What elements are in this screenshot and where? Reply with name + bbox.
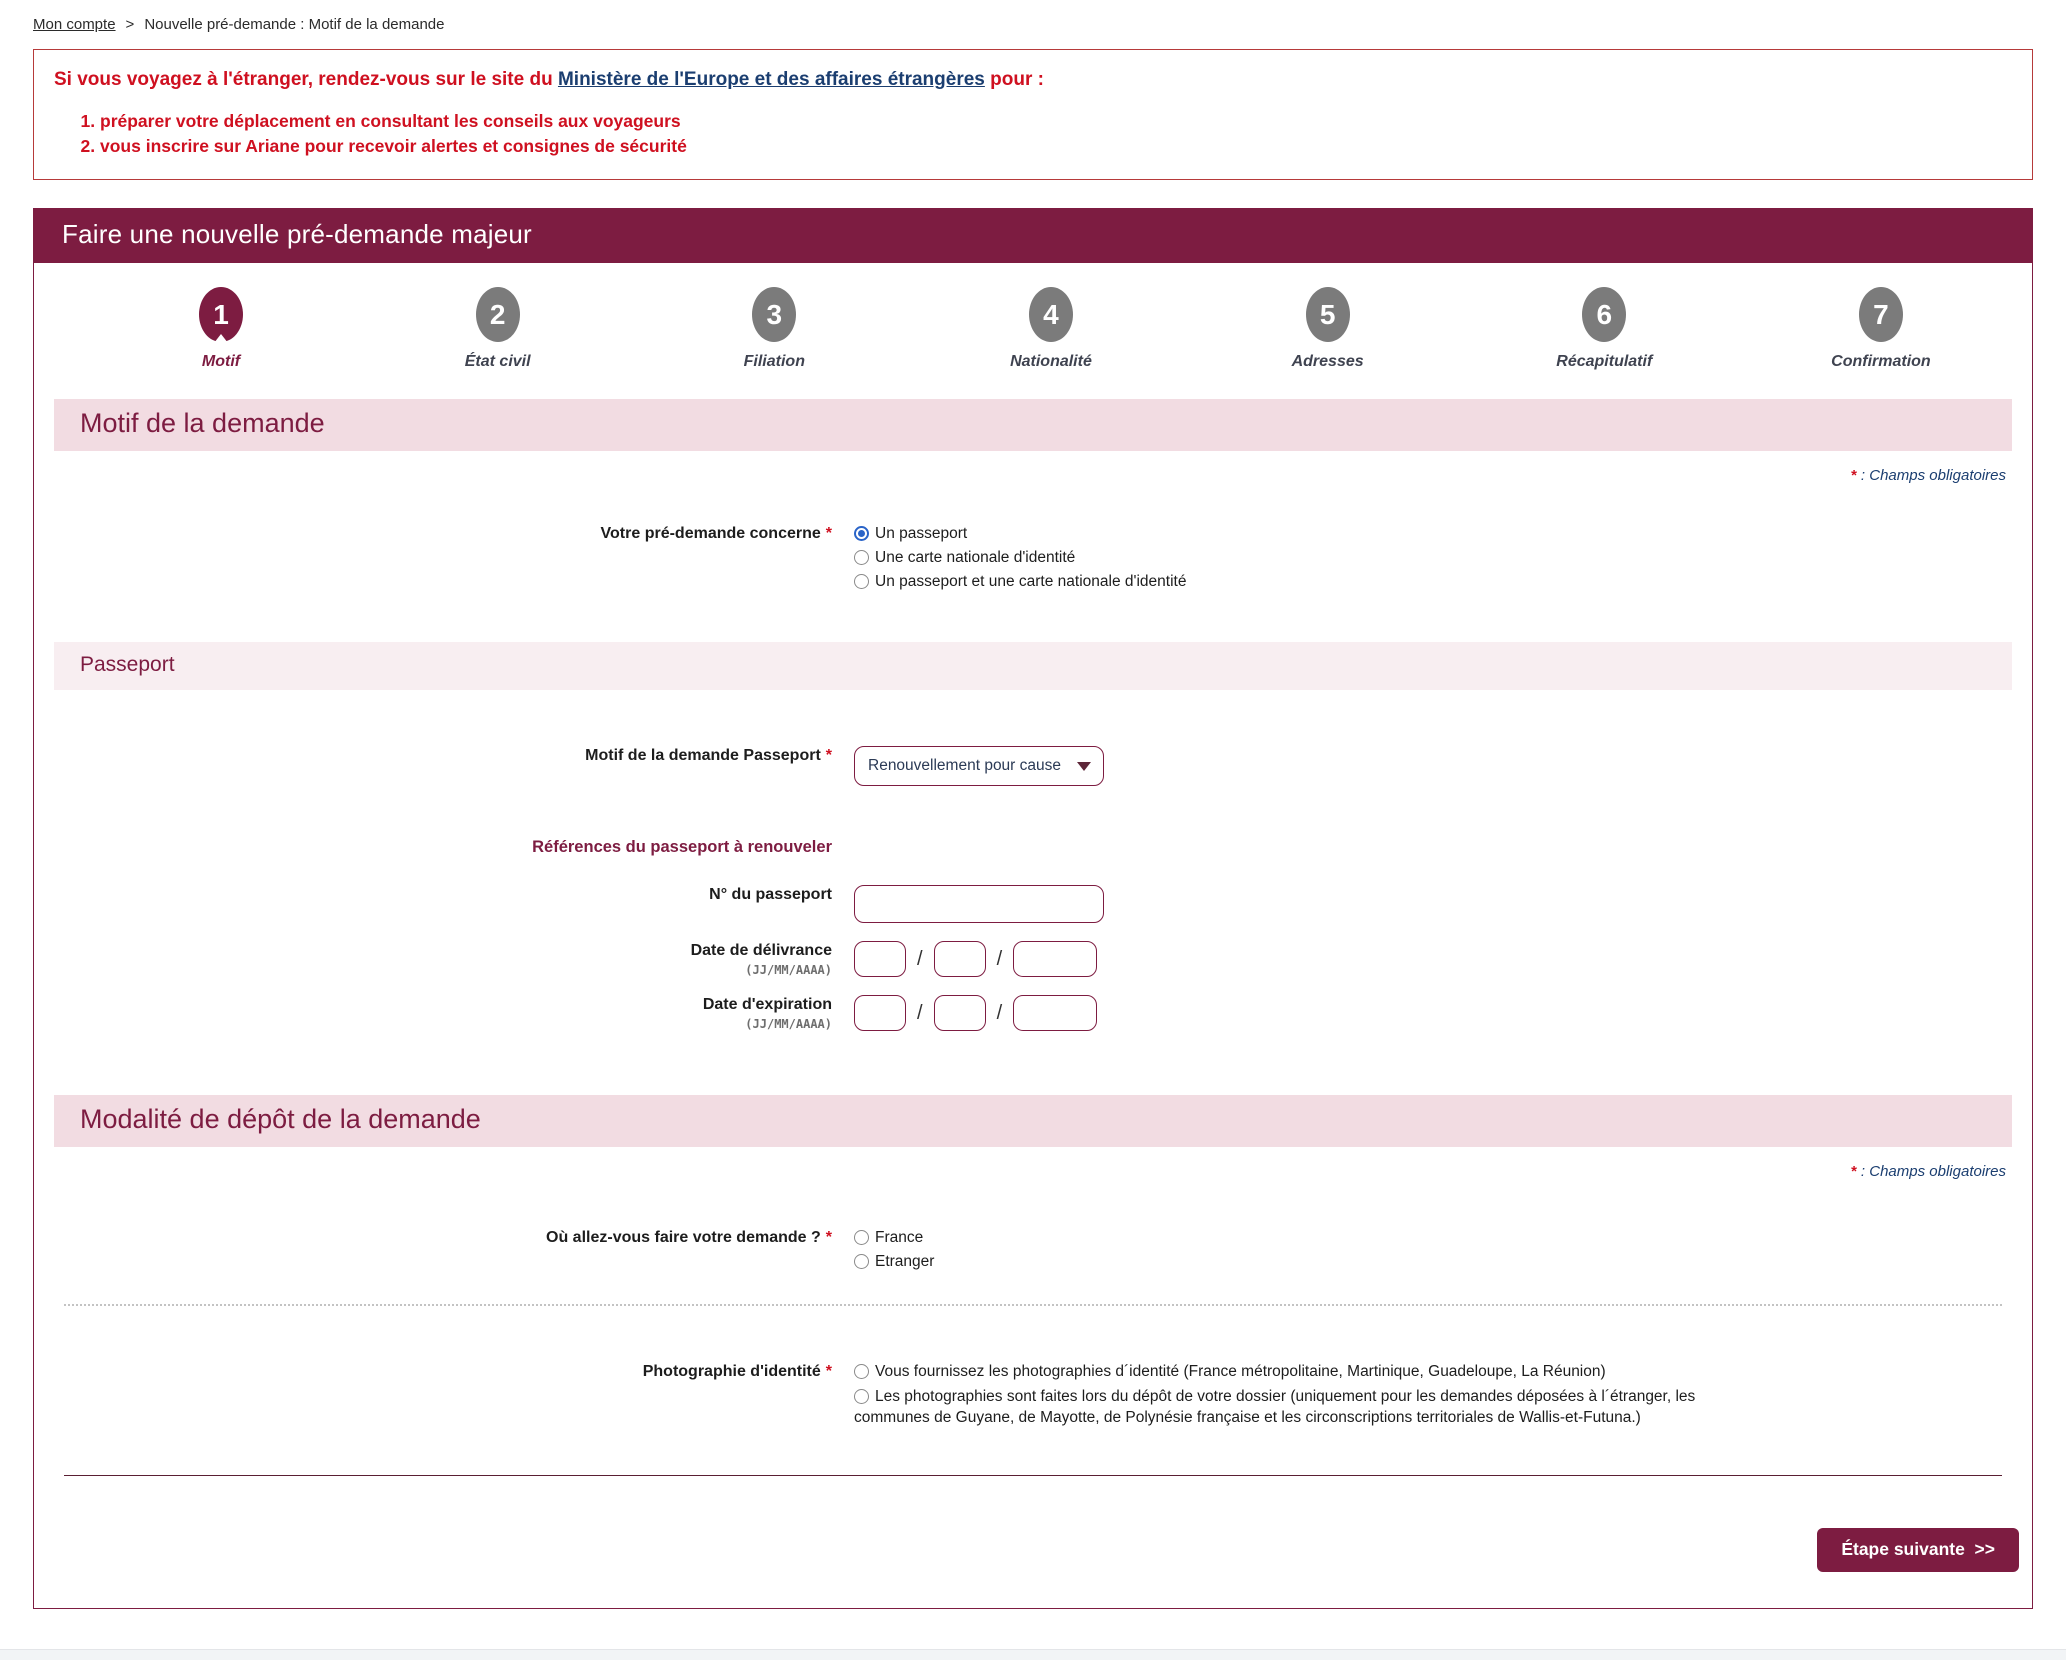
- warning-list: [100, 109, 2012, 160]
- issue-date-row: [34, 941, 2032, 977]
- required-note-text: : Champs obligatoires: [1860, 1163, 2006, 1181]
- step-circle-2: 2: [476, 287, 520, 342]
- where-label-text: Où allez-vous faire votre demande ?: [546, 1229, 821, 1247]
- step-nationalite: [976, 287, 1126, 371]
- concern-field-row: [34, 524, 2032, 596]
- radio-icon: [854, 1254, 869, 1269]
- step-label: Récapitulatif: [1556, 353, 1653, 371]
- step-etat-civil: [423, 287, 573, 371]
- dotted-divider: [64, 1304, 2002, 1306]
- breadcrumb-link-mon-compte[interactable]: Mon compte: [33, 16, 116, 33]
- where-field-row: [34, 1228, 2032, 1276]
- radio-label: Un passeport et une carte nationale d'identité: [875, 573, 1187, 591]
- radio-un-passeport[interactable]: [854, 524, 1186, 545]
- required-note-text: : Champs obligatoires: [1860, 467, 2006, 485]
- step-circle-1: 1: [199, 287, 243, 342]
- step-circle-5: 5: [1306, 287, 1350, 342]
- radio-etranger[interactable]: [854, 1252, 934, 1273]
- radio-label: Les photographies sont faites lors du dépôt de votre dossier (uniquement pour les demandes déposées à l´étranger, les communes de Guyane, de Mayotte, de Polynésie française et les circonscriptions territoriales de Wallis-et-Futuna.): [854, 1387, 1696, 1426]
- warning-item: 1. préparer votre déplacement en consultant les conseils aux voyageurs: [100, 109, 2012, 134]
- radio-icon: [854, 574, 869, 589]
- radio-icon: [854, 550, 869, 565]
- radio-photo-fournies[interactable]: [854, 1362, 1709, 1383]
- concern-radio-group: [854, 524, 1186, 596]
- required-asterisk-icon: *: [825, 1363, 832, 1381]
- warning-intro-text: Si vous voyagez à l'étranger, rendez-vous sur le site du: [54, 69, 558, 90]
- step-label: Confirmation: [1831, 353, 1931, 371]
- expiry-date-row: [34, 995, 2032, 1031]
- step-label: État civil: [464, 353, 531, 371]
- radio-passeport-et-carte[interactable]: [854, 572, 1186, 593]
- breadcrumb-current: Nouvelle pré-demande : Motif de la demande: [144, 16, 445, 33]
- step-filiation: [699, 287, 849, 371]
- step-label: Adresses: [1291, 353, 1364, 371]
- actions-row: [34, 1476, 2032, 1580]
- slash-separator: /: [917, 1001, 923, 1024]
- expiry-date-inputs: [854, 995, 1097, 1031]
- step-circle-6: 6: [1582, 287, 1626, 342]
- select-value: Renouvellement pour cause: [868, 757, 1062, 775]
- references-title-row: [34, 838, 2032, 857]
- required-fields-note: [34, 1163, 2006, 1180]
- radio-label: Vous fournissez les photographies d´identité (France métropolitaine, Martinique, Guadeloupe, La Réunion): [875, 1363, 1606, 1381]
- page-title: Faire une nouvelle pré-demande majeur: [34, 209, 2032, 263]
- passport-motif-select[interactable]: [854, 746, 1104, 786]
- radio-icon: [854, 1389, 869, 1404]
- asterisk-icon: *: [1851, 467, 1857, 485]
- references-title: Références du passeport à renouveler: [532, 838, 832, 857]
- photo-field-row: [34, 1362, 2032, 1433]
- passport-number-control: [854, 885, 1104, 923]
- warning-item: 2. vous inscrire sur Ariane pour recevoir alertes et consignes de sécurité: [100, 134, 2012, 159]
- radio-photo-sur-place[interactable]: [854, 1387, 1709, 1429]
- photo-label: [34, 1362, 832, 1381]
- step-circle-7: 7: [1859, 287, 1903, 342]
- passport-number-label: N° du passeport: [709, 886, 832, 904]
- radio-label: Un passeport: [875, 525, 968, 543]
- step-label: Filiation: [743, 353, 805, 371]
- warning-intro-suffix: pour :: [984, 69, 1044, 90]
- photo-label-text: Photographie d'identité: [642, 1363, 821, 1381]
- radio-icon: [854, 1230, 869, 1245]
- required-fields-note: [34, 467, 2006, 484]
- section-header-passeport: Passeport: [54, 642, 2012, 690]
- radio-france[interactable]: [854, 1228, 934, 1249]
- breadcrumb-separator: >: [125, 16, 135, 33]
- next-step-button[interactable]: Étape suivante >>: [1817, 1528, 2019, 1572]
- slash-separator: /: [996, 1001, 1003, 1024]
- step-label: Nationalité: [1010, 353, 1092, 371]
- issue-date-day-input[interactable]: [854, 941, 906, 977]
- section-header-motif: Motif de la demande: [54, 399, 2012, 451]
- radio-label: Etranger: [875, 1253, 935, 1271]
- step-recapitulatif: [1529, 287, 1679, 371]
- required-asterisk-icon: *: [825, 1229, 832, 1247]
- required-asterisk-icon: *: [825, 525, 832, 543]
- date-format-hint: (JJ/MM/AAAA): [745, 1017, 832, 1032]
- expiry-date-month-input[interactable]: [934, 995, 986, 1031]
- slash-separator: /: [917, 947, 923, 970]
- passport-number-row: [34, 885, 2032, 923]
- photo-radio-group: [854, 1362, 1709, 1433]
- step-circle-3: 3: [752, 287, 796, 342]
- step-adresses: [1253, 287, 1403, 371]
- section-header-modalite: Modalité de dépôt de la demande: [54, 1095, 2012, 1147]
- concern-label-text: Votre pré-demande concerne: [600, 525, 821, 543]
- expiry-date-year-input[interactable]: [1013, 995, 1097, 1031]
- step-wizard: [34, 263, 2032, 391]
- issue-date-label-text: Date de délivrance: [690, 942, 832, 960]
- radio-carte-identite[interactable]: [854, 548, 1186, 569]
- ministry-link[interactable]: Ministère de l'Europe et des affaires étrangères: [557, 69, 985, 90]
- where-radio-group: [854, 1228, 934, 1276]
- slash-separator: /: [996, 947, 1003, 970]
- passport-motif-row: [34, 746, 2032, 786]
- issue-date-label: [34, 941, 832, 977]
- travel-warning-box: [33, 49, 2033, 180]
- expiry-date-day-input[interactable]: [854, 995, 906, 1031]
- step-label: Motif: [201, 353, 241, 371]
- passport-number-input[interactable]: [854, 885, 1104, 923]
- passport-motif-control: [854, 746, 1104, 786]
- issue-date-inputs: [854, 941, 1097, 977]
- where-label: [34, 1228, 832, 1247]
- concern-label: [34, 524, 832, 543]
- expiry-date-label: [34, 995, 832, 1031]
- footer-strip: [0, 1649, 2066, 1660]
- pre-demande-form-container: [33, 208, 2033, 1608]
- warning-intro: [54, 68, 2012, 93]
- passport-motif-label-text: Motif de la demande Passeport: [585, 747, 821, 765]
- asterisk-icon: *: [1851, 1163, 1857, 1181]
- required-asterisk-icon: *: [825, 747, 832, 765]
- radio-label: Une carte nationale d'identité: [875, 549, 1076, 567]
- radio-label: France: [875, 1229, 924, 1247]
- issue-date-month-input[interactable]: [934, 941, 986, 977]
- radio-icon: [854, 1364, 869, 1379]
- step-confirmation: [1806, 287, 1956, 371]
- breadcrumb: [0, 0, 2066, 33]
- radio-icon: [854, 526, 869, 541]
- issue-date-year-input[interactable]: [1013, 941, 1097, 977]
- expiry-date-label-text: Date d'expiration: [702, 996, 832, 1014]
- step-circle-4: 4: [1029, 287, 1073, 342]
- step-motif: [146, 287, 296, 371]
- passport-motif-label: [34, 746, 832, 765]
- date-format-hint: (JJ/MM/AAAA): [745, 963, 832, 978]
- chevron-down-icon: [1077, 762, 1091, 771]
